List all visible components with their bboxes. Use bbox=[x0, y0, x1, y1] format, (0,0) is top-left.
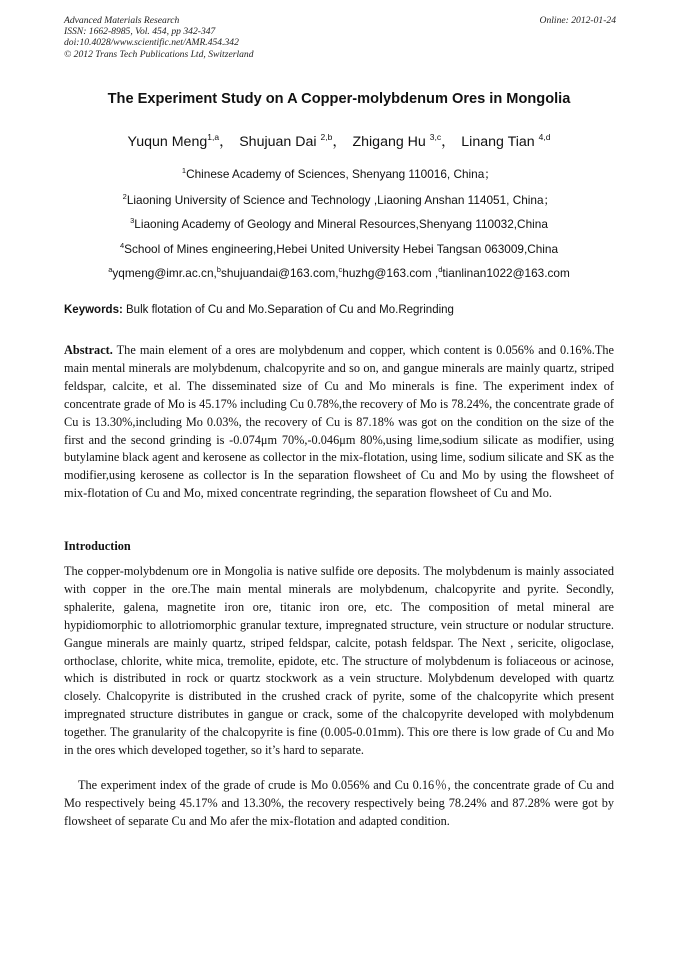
author: Shujuan Dai $^{2,b}$ bbox=[239, 132, 333, 150]
affiliation: $^3$Liaoning Academy of Geology and Mineral Resources,Shenyang 110032,China bbox=[130, 216, 548, 231]
affiliation: $^4$School of Mines engineering,Hebei United University Hebei Tangsan 063009,China bbox=[119, 241, 559, 256]
affiliation: $^1$Chinese Academy of Sciences, Shenyang 110016, China； bbox=[181, 166, 497, 181]
keywords-text: Bulk flotation of Cu and Mo.Separation of Cu and Mo.Regrinding bbox=[126, 304, 454, 316]
author-list bbox=[40, 131, 638, 151]
keywords bbox=[64, 304, 616, 316]
section-heading: Introduction bbox=[64, 539, 131, 553]
author: Linang Tian $^{4,d}$ bbox=[461, 132, 551, 150]
abstract bbox=[64, 342, 614, 503]
author-separator: ， bbox=[219, 134, 234, 150]
copyright-line: © 2012 Trans Tech Publications Ltd, Switzerland bbox=[64, 48, 254, 60]
online-date: Online: 2012-01-24 bbox=[539, 15, 616, 26]
journal-name: Advanced Materials Research bbox=[64, 15, 180, 26]
author-separator: ， bbox=[441, 134, 456, 150]
author-separator: ， bbox=[332, 134, 347, 150]
paper-title: The Experiment Study on A Copper-molybdenum Ores in Mongolia bbox=[107, 91, 571, 107]
abstract-label: Abstract. bbox=[64, 343, 113, 357]
intro-paragraph-1: The copper-molybdenum ore in Mongolia is native sulfide ore deposits. The molybdenum is mainly associated with copper in the ore.The main mental minerals are molybdenum, chalcopyrite and pyrite. Secondly, sphalerite, galena, magnetite iron ore, titanic iron ore, etc. The composition of metal mineral are hypidiomorphic to allotriomorphic granular texture, impregnated structure, vein structure or nodular structure. Gangue minerals are mainly quartz, striped feldspar, calcite, potash feldspar. The Next , sericite, oligoclase, orthoclase, chlorite, white mica, tremolite, epidote, etc. The structure of molybdenum is foliaceous or acinose, which is distributed in rock or quartz stockwork as a vein structure. Molybdenum developed with quartz closely. Chalcopyrite is distributed in the crushed crack of pyrite, some of the chalcopyrite which present impregnated structure distributes in gangue or crack, some of the chalcopyrite developed with molybdenum together. The granularity of the chalcopyrite is fine (0.005-0.01mm). This ore there is low grade of Cu and Mo in the ores which developed together, so it’s hard to separate. bbox=[64, 564, 614, 758]
issn-line: ISSN: 1662-8985, Vol. 454, pp 342-347 bbox=[64, 26, 216, 38]
email-line: $^a$yqmeng@imr.ac.cn,$^b$shujuandai@163.com,$^c$huzhg@163.com ,$^d$tianlinan1022@163.com bbox=[108, 265, 570, 280]
author: Zhigang Hu $^{3,c}$ bbox=[352, 132, 442, 150]
journal-header bbox=[64, 15, 616, 60]
intro-paragraph-2: The experiment index of the grade of crude is Mo 0.056% and Cu 0.16％, the concentrate grade of Cu and Mo respectively being 45.17% and 13.30%, the recovery respectively being 78.24% and 87.28% were got by flowsheet of separate Cu and Mo afer the mix-flotation and adapted condition. bbox=[64, 778, 614, 828]
affiliation: $^2$Liaoning University of Science and Technology ,Liaoning Anshan 114051, China； bbox=[122, 192, 556, 207]
keywords-label: Keywords: bbox=[64, 304, 123, 316]
doi-line: doi:10.4028/www.scientific.net/AMR.454.342 bbox=[64, 37, 239, 49]
abstract-text: The main element of a ores are molybdenum and copper, which content is 0.056% and 0.16%.The main mental minerals are molybdenum, chalcopyrite and so on, and gangue minerals are mainly quartz, striped feldspar, calcite, et al. The disseminated size of Cu and Mo minerals is fine. The experiment index of concentrate grade of Mo is 45.17% including Cu 0.78%,the recovery of Mo is 78.24%, the concentrate grade of Cu is 13.30%,including Mo 0.03%, the recovery of Cu is 87.18% was got on the condition on the size of the first and the second grinding is -0.074μm 70%,-0.046μm 80%,using lime,sodium silicate as modifier, using butylamine black agent and kerosene as collector in the mix-flotation, using lime, sodium silicate and SK as the modifier,using kerosene as collector is In the separation flowsheet of Cu and Mo by using the flowsheet of mix-flotation of Cu and Mo, mixed concentrate regrinding, the separation flowsheet of Cu and Mo. bbox=[64, 343, 614, 501]
author: Yuqun Meng$^{1,a}$ bbox=[127, 132, 220, 150]
